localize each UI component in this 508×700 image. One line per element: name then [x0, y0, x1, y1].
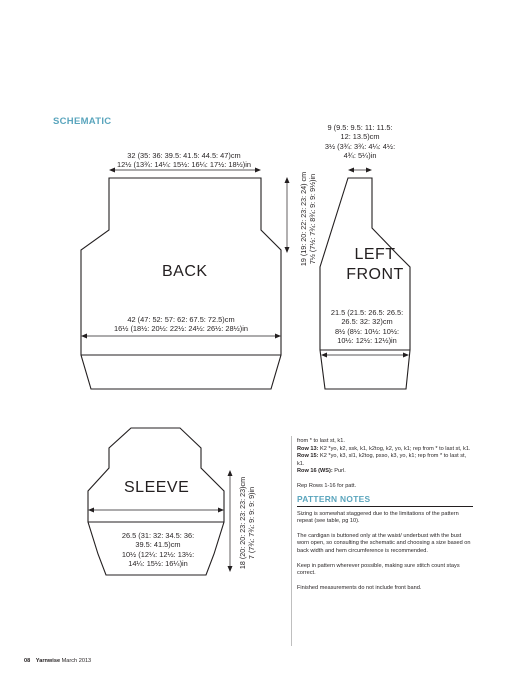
row-15	[297, 453, 473, 468]
back-label: BACK	[162, 263, 208, 280]
sleeve-length-in: 7 (7¾: 7¾: 9: 9: 9: 9)in	[247, 486, 257, 560]
back-length-cm: 19 (19: 20: 22: 23: 23: 24) cm	[299, 171, 308, 267]
column-divider	[291, 436, 292, 646]
section-heading: SCHEMATIC	[53, 116, 112, 127]
back-top-width-cm: 32 (35: 36: 39.5: 41.5: 44.5: 47)cm	[127, 151, 241, 160]
row-continuation: from * to last st, k1.	[297, 438, 345, 444]
left-front-hem-width-line4: 10½: 12½: 12½)in	[337, 336, 397, 346]
sleeve-width	[106, 531, 210, 569]
left-front-hem-width-line3: 8½ (8½: 10½: 10½:	[334, 326, 400, 336]
back-hem-width-in: 16½ (18½: 20½: 22½: 24½: 26½: 28½)in	[114, 324, 248, 334]
note-measurements: Finished measurements do not include front band.	[297, 584, 422, 591]
left-front-top-width-line1: 9 (9.5: 9.5: 11: 11.5:	[327, 123, 393, 132]
back-top-width	[84, 151, 284, 170]
left-front-hem-width-arrow	[321, 353, 409, 358]
back-hem-width-cm: 42 (47: 52: 57: 62: 67.5: 72.5)cm	[127, 315, 235, 324]
sleeve-width-line4: 14¼: 15½: 16¼)in	[128, 559, 188, 569]
back-top-width-in: 12½ (13¾: 14¼: 15½: 16¼: 17½: 18½)in	[117, 160, 251, 170]
row-13	[297, 446, 473, 454]
publication-name: Yarnwise	[35, 658, 61, 664]
back-hem-width	[80, 315, 282, 334]
left-front-top-width-line3: 3½ (3¾: 3¾: 4¼: 4½:	[324, 141, 396, 151]
row-16	[297, 468, 473, 476]
note-keep-pattern: Keep in pattern wherever possible, making sure stitch count stays correct.	[297, 562, 460, 577]
pattern-notes-heading: PATTERN NOTES	[297, 493, 371, 504]
sleeve-length-cm: 18 (20: 20: 23: 23: 23: 23)cm	[238, 476, 247, 570]
back-hem-width-arrow	[81, 334, 281, 339]
back-outline	[81, 178, 281, 389]
row-15-label: Row 15:	[297, 453, 319, 460]
sleeve-length-arrow	[228, 470, 233, 572]
pattern-text-column	[297, 438, 473, 592]
row-15-text: K2 *yo, k3, sl1, k2tog, psso, k3, yo, k1; rep from * to last st, k1.	[297, 453, 467, 467]
pattern-notes-rule	[297, 506, 473, 507]
left-front-top-width-arrow	[348, 168, 372, 173]
left-front-top-width-line4: 4¾: 5¼)in	[343, 151, 377, 161]
left-front-label	[340, 245, 410, 285]
left-front-label-line1: LEFT	[354, 246, 396, 263]
page-footer	[24, 658, 91, 664]
left-front-hem-width	[325, 308, 409, 346]
left-front-top-width	[320, 123, 400, 161]
row-16-label: Row 16 (WS):	[297, 468, 333, 475]
back-length	[299, 159, 319, 279]
left-front-top-width-line2: 12: 13.5)cm	[340, 132, 380, 142]
row-13-text: K2 *yo, k2, ssk, k1, k2tog, k2, yo, k1; rep from * to last st, k1.	[318, 445, 471, 452]
sleeve-width-line3: 10½ (12¼: 12½: 13½:	[121, 549, 195, 559]
page-number: 08	[24, 658, 31, 664]
left-front-hem-width-line1: 21.5 (21.5: 26.5: 26.5:	[330, 308, 404, 317]
back-length-in: 7½ (7½: 7¾: 8¾: 9: 9: 9½)in	[308, 173, 318, 265]
left-front-hem-width-line2: 26.5: 32: 32)cm	[341, 317, 393, 327]
sleeve-length	[238, 463, 258, 583]
issue-date: March 2013	[61, 658, 92, 664]
note-cardigan: The cardigan is buttoned only at the waist/ underbust with the bust worn open, so consulting the schematic and choosing a size based on back width and hem circumference is recommended.	[297, 532, 471, 554]
sleeve-width-line1: 26.5 (31: 32: 34.5: 36:	[121, 531, 195, 540]
back-length-arrow	[285, 177, 290, 253]
note-sizing: Sizing is somewhat staggered due to the limitations of the pattern repeat (see table, pg 10).	[297, 510, 459, 525]
sleeve-width-arrow	[88, 508, 224, 513]
repeat-instruction: Rep Rows 1-16 for patt.	[297, 482, 357, 489]
left-front-label-line2: FRONT	[346, 266, 404, 283]
row-13-label: Row 13:	[297, 445, 319, 452]
sleeve-label: SLEEVE	[124, 479, 190, 496]
sleeve-width-line2: 39.5: 41.5)cm	[135, 540, 181, 550]
row-16-text: Purl.	[332, 468, 346, 475]
